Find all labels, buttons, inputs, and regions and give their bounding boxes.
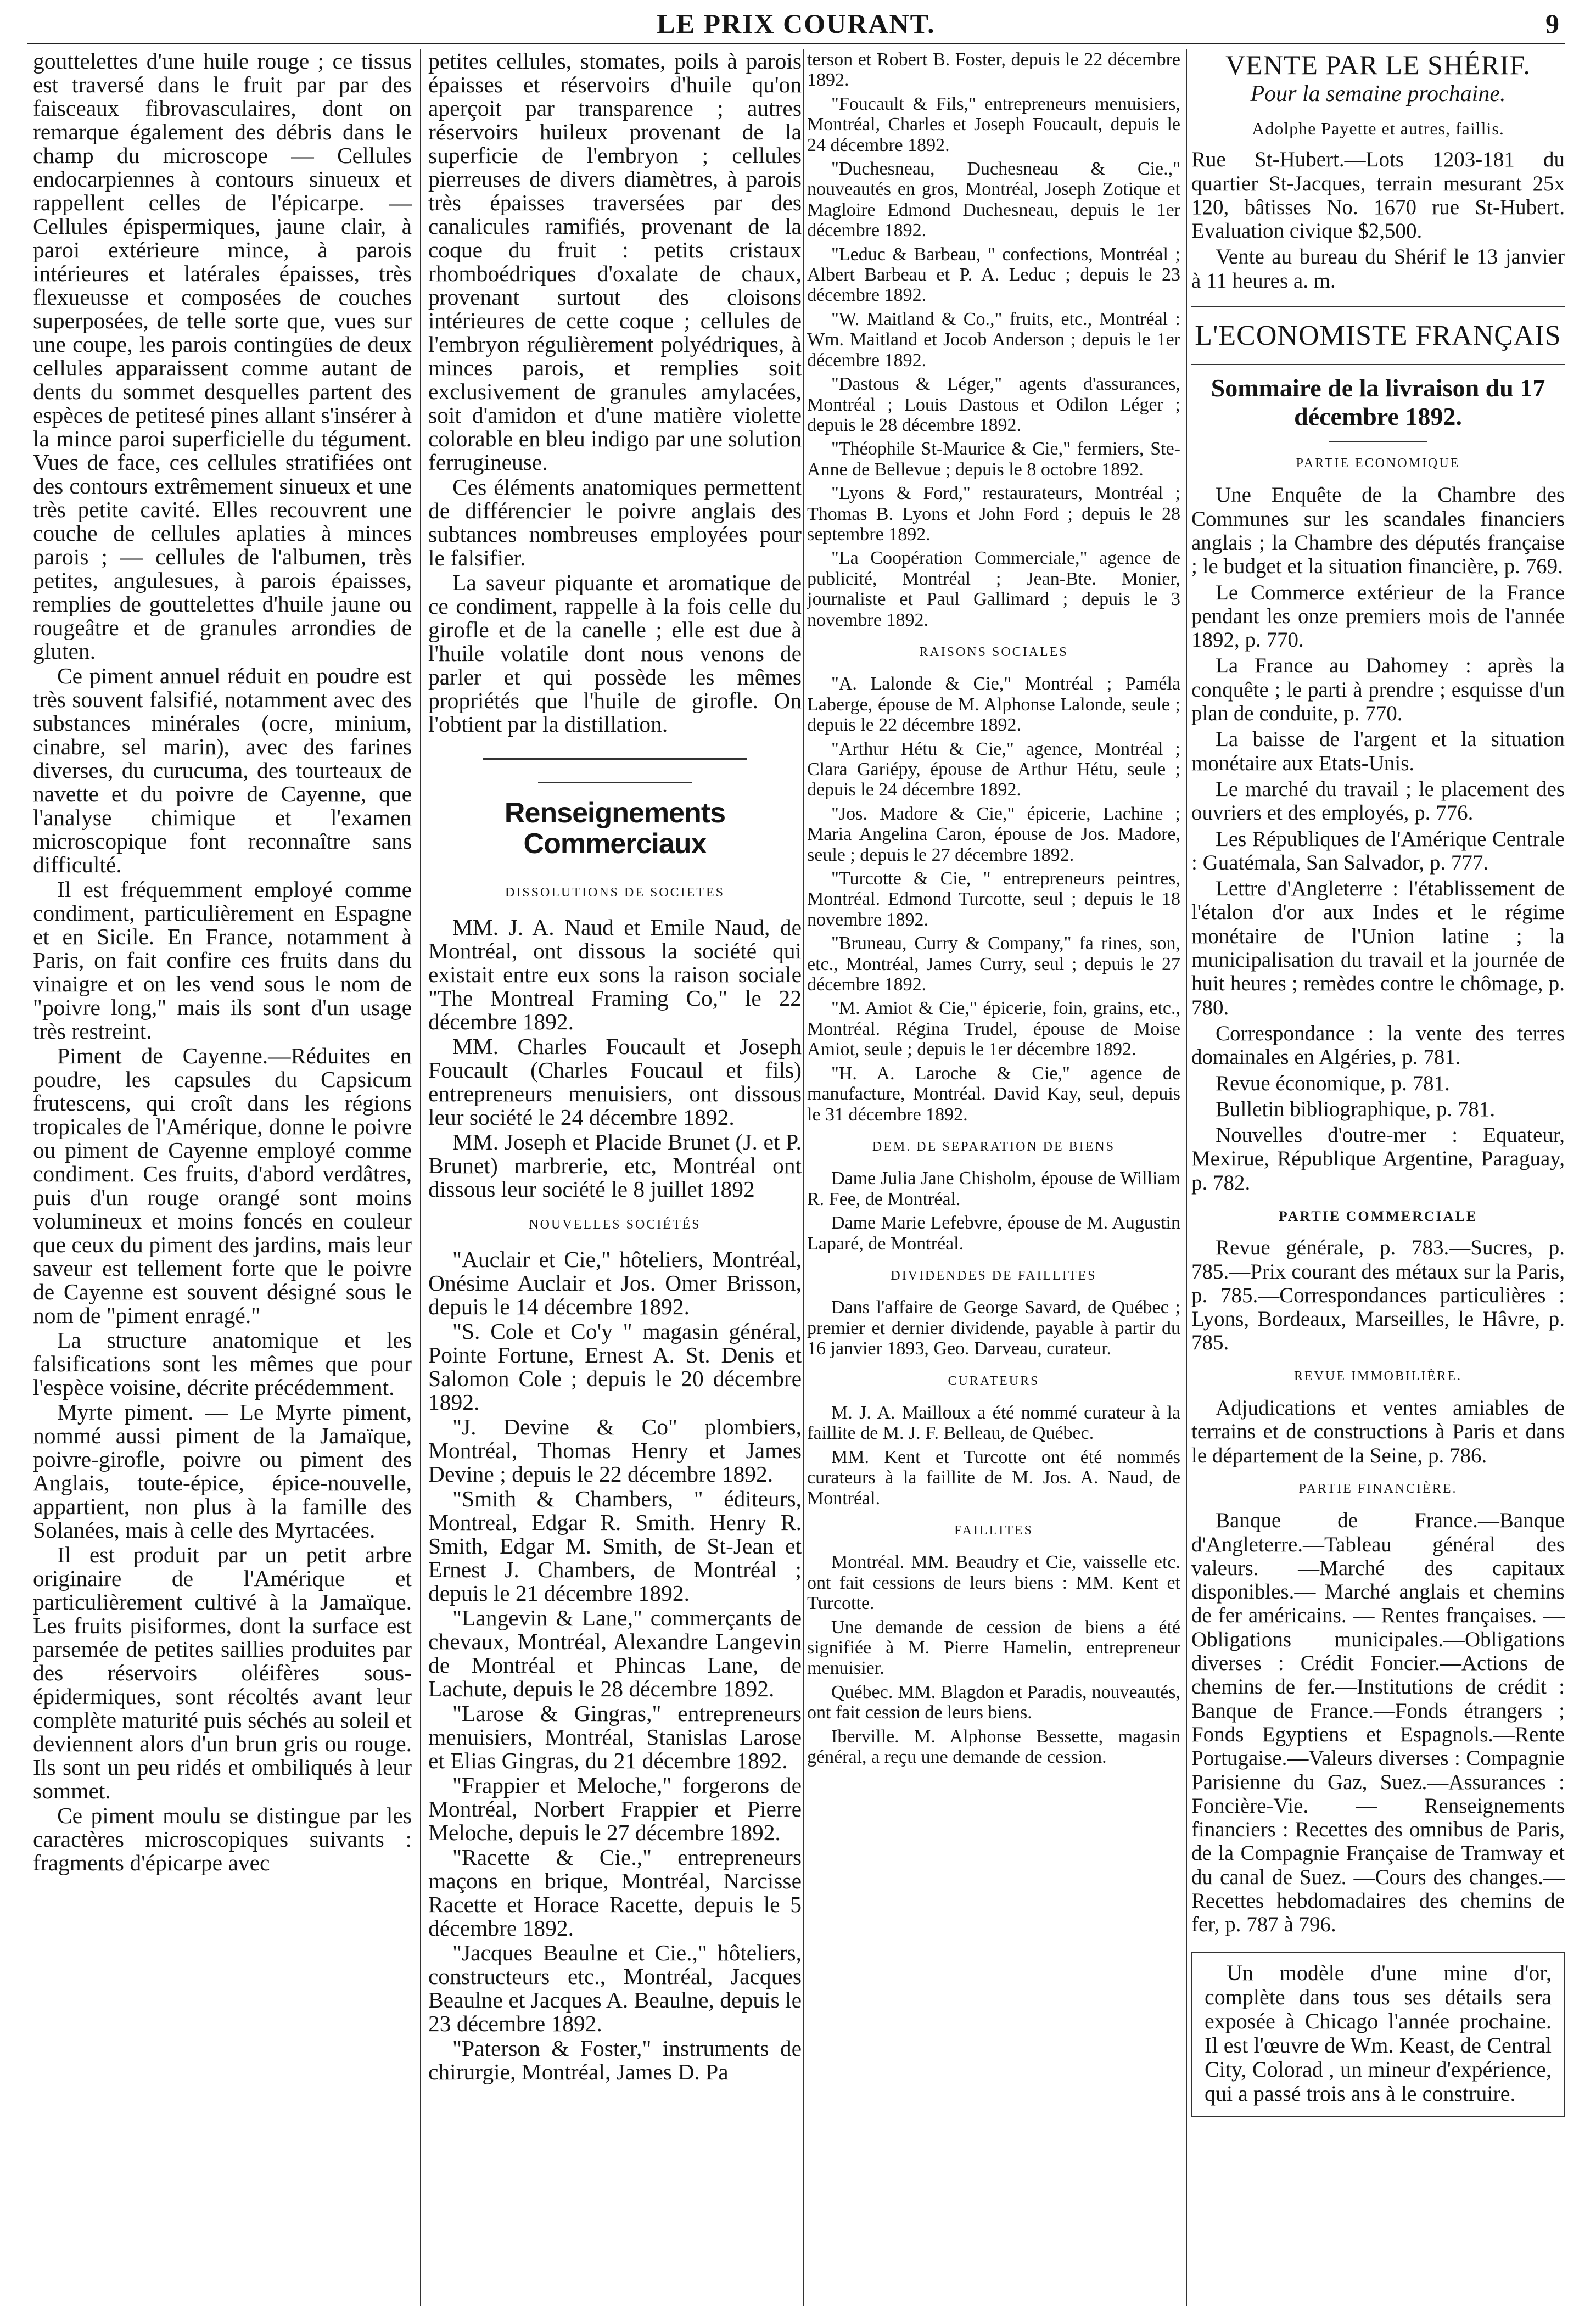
notice-entry: "Auclair et Cie," hôteliers, Montréal, Onésime Auclair et Jos. Omer Brisson, depuis le 14 décembre 1892. bbox=[428, 1247, 802, 1319]
nouvelles-list bbox=[428, 1248, 802, 2084]
summary-item: Revue générale, p. 783.—Sucres, p. 785.—Prix courant des métaux sur la Paris, p. 785.—Correspondances particulières : Lyons, Bordeaux, Marseilles, le Hâvre, p. 785. bbox=[1191, 1236, 1565, 1355]
notice-entry: "H. A. Laroche & Cie," agence de manufacture, Montréal. David Kay, seul, depuis le 31 décembre 1892. bbox=[807, 1063, 1180, 1125]
subsection-heading: NOUVELLES SOCIÉTÉS bbox=[529, 1218, 701, 1232]
notice-entry: "Théophile St-Maurice & Cie," fermiers, Ste-Anne de Bellevue ; depuis le 8 octobre 1892. bbox=[807, 439, 1180, 480]
summary-item: La France au Dahomey : après la conquête ; le parti à prendre ; esquisse d'un plan de conduite, p. 770. bbox=[1191, 654, 1565, 726]
notice-entry: "Leduc & Barbeau, " confections, Montréal ; Albert Barbeau et P. A. Leduc ; depuis le 23 décembre 1892. bbox=[807, 244, 1180, 306]
summary-item: Le marché du travail ; le placement des ouvriers et des employés, p. 776. bbox=[1191, 777, 1565, 825]
article-paragraph: Il est produit par un petit arbre originaire de l'Amérique et particulièrement cultivé à la Jamaïque. Les fruits pisiformes, dont la surface est parsemée de petites saillies produites par des réservoirs oléifères sous-épidermiques, sont récoltés avant leur complète maturité puis séchés au soleil et deviennent alors d'un brun gris ou rouge. Ils sont un peu ridés et ombiliqués à leur sommet. bbox=[33, 1542, 412, 1803]
summary-item: Les Républiques de l'Amérique Centrale : Guatémala, San Salvador, p. 777. bbox=[1191, 827, 1565, 875]
notice-entry: "Jos. Madore & Cie," épicerie, Lachine ; Maria Angelina Caron, épouse de Jos. Madore, seule ; depuis le 27 décembre 1892. bbox=[807, 803, 1180, 865]
article-paragraph: Ce piment moulu se distingue par les caractères microscopiques suivants : fragments d'épicarpe avec bbox=[33, 1803, 412, 1875]
article-paragraph: La saveur piquante et aromatique de ce condiment, rappelle à la fois celle du girofle et de la canelle ; elle est due à l'huile volatile dont nous venons de parler et qui possède les mêmes propriétés que l'huile de girofle. On l'obtient par la distillation. bbox=[428, 570, 802, 737]
notice-entry: "Langevin & Lane," commerçants de chevaux, Montréal, Alexandre Langevin de Montréal et Phincas Lane, de Lachute, depuis le 28 décembre 1892. bbox=[428, 1605, 802, 1701]
section-divider bbox=[1191, 364, 1565, 365]
sheriff-sale-body: Rue St-Hubert.—Lots 1203-181 du quartier St-Jacques, terrain mesurant 25x 120, bâtisses No. 1670 rue St-Hubert. Evaluation civique $2,500. bbox=[1191, 148, 1565, 243]
notice-entry: "Paterson & Foster," instruments de chirurgie, Montréal, James D. Pa bbox=[428, 2036, 802, 2084]
notice-entry: Montréal. MM. Beaudry et Cie, vaisselle etc. ont fait cessions de leurs biens : MM. Kent et Turcotte. bbox=[807, 1552, 1180, 1614]
sheriff-sale-note: Vente au bureau du Shérif le 13 janvier à 11 heures a. m. bbox=[1191, 245, 1565, 293]
notice-entry: "Arthur Hétu & Cie," agence, Montréal ; Clara Gariépy, épouse de Arthur Hétu, seule ; depuis le 24 décembre 1892. bbox=[807, 738, 1180, 800]
notice-entry: "Frappier et Meloche," forgerons de Montréal, Norbert Frappier et Pierre Meloche, depuis le 27 décembre 1892. bbox=[428, 1773, 802, 1845]
article-paragraph: Piment de Cayenne.—Réduites en poudre, les capsules du Capsicum frutescens, qui croît dans les régions tropicales de l'Amérique, donne le poivre ou piment de Cayenne employé comme condiment. Ces fruits, d'abord verdâtres, puis d'un rouge orangé sont moins volumineux et moins foncés en couleur que ceux du piment des jardins, mais leur saveur est tellement forte que le poivre de Cayenne est souvent désigné sous le nom de "piment enragé." bbox=[33, 1043, 412, 1328]
page-number: 9 bbox=[1545, 8, 1559, 39]
summary-item: La baisse de l'argent et la situation monétaire aux Etats-Unis. bbox=[1191, 727, 1565, 775]
notice-entry: "Larose & Gingras," entrepreneurs menuisiers, Montréal, Stanislas Larose et Elias Gingras, du 21 décembre 1892. bbox=[428, 1701, 802, 1773]
sheriff-sale-title: VENTE PAR LE SHÉRIF. bbox=[1225, 49, 1531, 80]
notice-entry: "Lyons & Ford," restaurateurs, Montréal ; Thomas B. Lyons et John Ford ; depuis le 28 septembre 1892. bbox=[807, 483, 1180, 545]
notice-entry: "Bruneau, Curry & Company," fa rines, son, etc., Montréal, James Curry, seul ; depuis le 27 décembre 1892. bbox=[807, 933, 1180, 995]
sommaire-heading: Sommaire de la livraison du 17 décembre 1892. bbox=[1211, 374, 1545, 431]
newspaper-title: LE PRIX COURANT. bbox=[657, 8, 936, 39]
section-divider bbox=[1191, 306, 1565, 307]
column-rule bbox=[803, 49, 804, 2306]
notice-entry: "Dastous & Léger," agents d'assurances, Montréal ; Louis Dastous et Odilon Léger ; depuis le 28 décembre 1892. bbox=[807, 374, 1180, 435]
article-paragraph: Ce piment annuel réduit en poudre est très souvent falsifié, notamment avec des substances minérales (ocre, minium, cinabre, sel marin), avec des farines diverses, du curucuma, des tourteaux de navette et du poivre de Cayenne, que l'analyse chimique et l'examen microscopique font reconnaître sans difficulté. bbox=[33, 663, 412, 877]
part-heading: PARTIE FINANCIÈRE. bbox=[1298, 1481, 1458, 1496]
notice-entry: "Jacques Beaulne et Cie.," hôteliers, constructeurs etc., Montréal, Jacques Beaulne et Jacques A. Beaulne, depuis le 23 décembre 1892. bbox=[428, 1940, 802, 2036]
subsection-heading: FAILLITES bbox=[954, 1523, 1033, 1538]
sheriff-sale-firm: Adolphe Payette et autres, faillis. bbox=[1252, 119, 1504, 139]
dissolutions-list bbox=[428, 916, 802, 1201]
summary-item: Revue économique, p. 781. bbox=[1216, 1071, 1450, 1095]
notice-entry: "La Coopération Commerciale," agence de publicité, Montréal ; Jean-Bte. Monier, journaliste et Paul Gallimard ; depuis le 3 novembre 1892. bbox=[807, 548, 1180, 630]
notice-entry: MM. Kent et Turcotte ont été nommés curateurs à la faillite de M. Jos. A. Naud, de Montréal. bbox=[807, 1447, 1180, 1509]
part-heading: REVUE IMMOBILIÈRE. bbox=[1294, 1369, 1462, 1383]
notice-entry: "Smith & Chambers, " éditeurs, Montreal, Edgar R. Smith. Henry R. Smith, Edgar M. Smith, de St-Jean et Ernest J. Chambers, de Montréal ; depuis le 21 décembre 1892. bbox=[428, 1486, 802, 1606]
article-paragraph: Myrte piment. — Le Myrte piment, nommé aussi piment de la Jamaïque, poivre-girofle, poivre ou piment des Anglais, toute-épice, épice-nouvelle, appartient, non plus à la famille des Solanées, mais à celle des Myrtacées. bbox=[33, 1399, 412, 1543]
notice-text: Un modèle d'une mine d'or, complète dans tous ses détails sera exposée à Chicago l'année prochaine. Il est l'œuvre de Wm. Keast, de Central City, Colorad , un mineur d'expérience, qui a passé trois ans à le construire. bbox=[1205, 1960, 1552, 2106]
notice-entry: MM. Charles Foucault et Joseph Foucault (Charles Foucaul et fils) entrepreneurs menuisiers, ont dissous leur société le 24 décembre 1892. bbox=[428, 1034, 802, 1130]
notice-entry: "W. Maitland & Co.," fruits, etc., Montréal : Wm. Maitland et Jocob Anderson ; depuis le 1er décembre 1892. bbox=[807, 309, 1180, 371]
notice-entry: M. J. A. Mailloux a été nommé curateur à la faillite de M. J. F. Belleau, de Québec. bbox=[807, 1402, 1180, 1444]
article-paragraph: petites cellules, stomates, poils à parois épaisses et réservoirs d'huile qu'on aperçoit par transparence ; autres réservoirs huileux provenant de la superficie de l'embryon ; cellules pierreuses de divers diamètres, à parois très épaisses traversées par des canalicules ramifiés, provenant de la coque du fruit : petits cristaux rhomboédriques d'oxalate de chaux, provenant surtout des cloisons intérieures de cette coque ; cellules de l'embryon régulièrement polyédriques, à minces parois, et remplies soit exclusivement de granules amylacées, soit d'amidon et d'une matière violette colorable en bleu indigo par une solution ferrugineuse. bbox=[428, 49, 802, 475]
notice-entry: "Duchesneau, Duchesneau & Cie.," nouveautés en gros, Montréal, Joseph Zotique et Magloire Edmond Duchesneau, depuis le 1er décembre 1892. bbox=[807, 159, 1180, 241]
section-divider bbox=[538, 782, 692, 783]
article-paragraph: La structure anatomique et les falsifications sont les mêmes que pour l'espèce voisine, décrite précédemment. bbox=[33, 1327, 412, 1400]
gold-mine-notice bbox=[1191, 1952, 1565, 2117]
notice-entry: Dame Marie Lefebvre, épouse de M. Augustin Laparé, de Montréal. bbox=[807, 1213, 1180, 1254]
notice-entry: "Turcotte & Cie, " entrepreneurs peintres, Montréal. Edmond Turcotte, seul ; depuis le 18 novembre 1892. bbox=[807, 868, 1180, 930]
article-paragraph: Ces éléments anatomiques permettent de différencier le poivre anglais des subtances nombreuses employées pour le falsifier. bbox=[428, 474, 802, 570]
article-paragraph: gouttelettes d'une huile rouge ; ce tissus est traversé dans le fruit par par des faisceaux fibrovasculaires, dont on remarque également des débris dans le champ du microscope — Cellules endocarpiennes à contours sinueux et rappellent celles de l'épicarpe. — Cellules épispermiques, jaune clair, à paroi extérieure mince, à parois intérieures et latérales épaisses, très flexueusse et composées de couches superposées, de telle sorte que, vues sur une coupe, les parois contingües de deux cellules apparaissent comme autant de dents du sommet desquelles partent des espèces de petitesé pines allant s'insérer à la mince paroi superficielle du tégument. Vues de face, ces cellules stratifiées ont des contours extrêmement sinueux et une très petite cavité. Elles recouvrent une couche de cellules aplaties à minces parois ; — cellules de l'albumen, très petites, angulesues, à parois épaisses, remplies de gouttelettes d'huile jaune ou rougeâtre et de granules arrondies de gluten. bbox=[33, 49, 412, 664]
column-3 bbox=[807, 49, 1180, 2306]
section-divider bbox=[483, 758, 747, 760]
summary-item: Adjudications et ventes amiables de terrains et de constructions à Paris et dans le département de la Seine, p. 786. bbox=[1191, 1396, 1565, 1467]
subsection-heading: RAISONS SOCIALES bbox=[919, 644, 1068, 659]
notice-entry: Dans l'affaire de George Savard, de Québec ; premier et dernier dividende, payable à partir du 16 janvier 1893, Geo. Darveau, curateur. bbox=[807, 1297, 1180, 1359]
notice-entry: "Foucault & Fils," entrepreneurs menuisiers, Montréal, Charles et Joseph Foucault, depuis le 24 décembre 1892. bbox=[807, 93, 1180, 155]
subsection-heading: DEM. DE SEPARATION DE BIENS bbox=[872, 1139, 1116, 1154]
notice-entry: "Racette & Cie.," entrepreneurs maçons en brique, Montréal, Narcisse Racette et Horace Racette, depuis le 5 décembre 1892. bbox=[428, 1845, 802, 1941]
summary-item: Banque de France.—Banque d'Angleterre.—Tableau général des valeurs. —Marché des capitaux disponibles.— Marché anglais et chemins de fer américains. — Rentes françaises. — Obligations municipales.—Obligations diverses : Crédit Foncier.—Actions de chemins de fer.—Institutions de crédit : Banque de France.—Fonds étrangers ; Fonds Egyptiens et Espagnols.—Rente Portugaise.—Valeurs diverses : Compagnie Parisienne du Gaz, Suez.—Assurances : Foncière-Vie. — Renseignements financiers : Recettes des omnibus de Paris, de la Compagnie Française de Tramway et du canal de Suez. —Cours des changes.—Recettes hebdomadaires des chemins de fer, p. 787 à 796. bbox=[1191, 1509, 1565, 1937]
notice-entry: Iberville. M. Alphonse Bessette, magasin général, a reçu une demande de cession. bbox=[807, 1726, 1180, 1768]
column-4 bbox=[1191, 49, 1565, 2306]
notice-entry: MM. J. A. Naud et Emile Naud, de Montréal, ont dissous la société qui existait entre eux sons la raison sociale "The Montreal Framing Co," le 22 décembre 1892. bbox=[428, 915, 802, 1034]
column-rule bbox=[1186, 49, 1187, 2306]
article-paragraph: Il est fréquemment employé comme condiment, particulièrement en Espagne et en Sicile. En France, notamment à Paris, on fait confire ces fruits dans du vinaigre et on les vend sous le nom de "poivre long," mais ils sont d'un usage très restreint. bbox=[33, 877, 412, 1044]
summary-item: Le Commerce extérieur de la France pendant les onze premiers mois de l'année 1892, p. 770. bbox=[1191, 580, 1565, 652]
sheriff-sale-subtitle: Pour la semaine prochaine. bbox=[1250, 81, 1506, 106]
subsection-heading: CURATEURS bbox=[948, 1374, 1040, 1388]
page-header bbox=[27, 4, 1565, 44]
column-rule bbox=[420, 49, 421, 2306]
economiste-title: L'ECONOMISTE FRANÇAIS bbox=[1195, 320, 1561, 352]
summary-item: Une Enquête de la Chambre des Communes sur les scandales financiers anglais ; la Chambre des députés française ; le budget et la situation financière, p. 769. bbox=[1191, 483, 1565, 579]
summary-item: Nouvelles d'outre-mer : Equateur, Mexirue, République Argentine, Paraguay, p. 782. bbox=[1191, 1123, 1565, 1195]
notice-entry: Québec. MM. Blagdon et Paradis, nouveautés, ont fait cession de leurs biens. bbox=[807, 1681, 1180, 1723]
column-2 bbox=[428, 49, 802, 2306]
subsection-heading: DISSOLUTIONS DE SOCIETES bbox=[505, 885, 725, 900]
notice-entry: MM. Joseph et Placide Brunet (J. et P. Brunet) marbrerie, etc, Montréal ont dissous leur société le 8 juillet 1892 bbox=[428, 1129, 802, 1202]
summary-item: Bulletin bibliographique, p. 781. bbox=[1216, 1097, 1496, 1121]
notice-entry: Une demande de cession de biens a été signifiée à M. Pierre Hamelin, entrepreneur menuisier. bbox=[807, 1617, 1180, 1679]
summary-item: Lettre d'Angleterre : l'établissement de l'étalon d'or aux Indes et le régime monétaire de l'Union latine ; la municipalisation du travail et la journée de huit heures ; remèdes contre le chômage, p. 780. bbox=[1191, 877, 1565, 1019]
summary-item: Correspondance : la vente des terres domainales en Algéries, p. 781. bbox=[1191, 1021, 1565, 1069]
notice-entry: "A. Lalonde & Cie," Montréal ; Paméla Laberge, épouse de M. Alphonse Lalonde, seule ; depuis le 22 décembre 1892. bbox=[807, 674, 1180, 736]
notice-entry: terson et Robert B. Foster, depuis le 22 décembre 1892. bbox=[807, 49, 1180, 91]
notice-entry: Dame Julia Jane Chisholm, épouse de William R. Fee, de Montréal. bbox=[807, 1168, 1180, 1209]
section-divider bbox=[1329, 441, 1427, 442]
notice-entry: "S. Cole et Co'y " magasin général, Pointe Fortune, Ernest A. St. Denis et Salomon Cole ; depuis le 20 décembre 1892. bbox=[428, 1319, 802, 1415]
notice-entry: "M. Amiot & Cie," épicerie, foin, grains, etc., Montréal. Régina Trudel, épouse de Moise Amiot, seule ; depuis le 1er décembre 1892. bbox=[807, 998, 1180, 1060]
section-title: Renseignements Commerciaux bbox=[504, 797, 726, 860]
subsection-heading: DIVIDENDES DE FAILLITES bbox=[891, 1268, 1097, 1283]
column-1 bbox=[33, 49, 412, 2306]
part-heading: PARTIE COMMERCIALE bbox=[1278, 1208, 1478, 1224]
part-heading: PARTIE ECONOMIQUE bbox=[1296, 456, 1460, 471]
notice-entry: "J. Devine & Co" plombiers, Montréal, Thomas Henry et James Devine ; depuis le 22 décembre 1892. bbox=[428, 1414, 802, 1487]
